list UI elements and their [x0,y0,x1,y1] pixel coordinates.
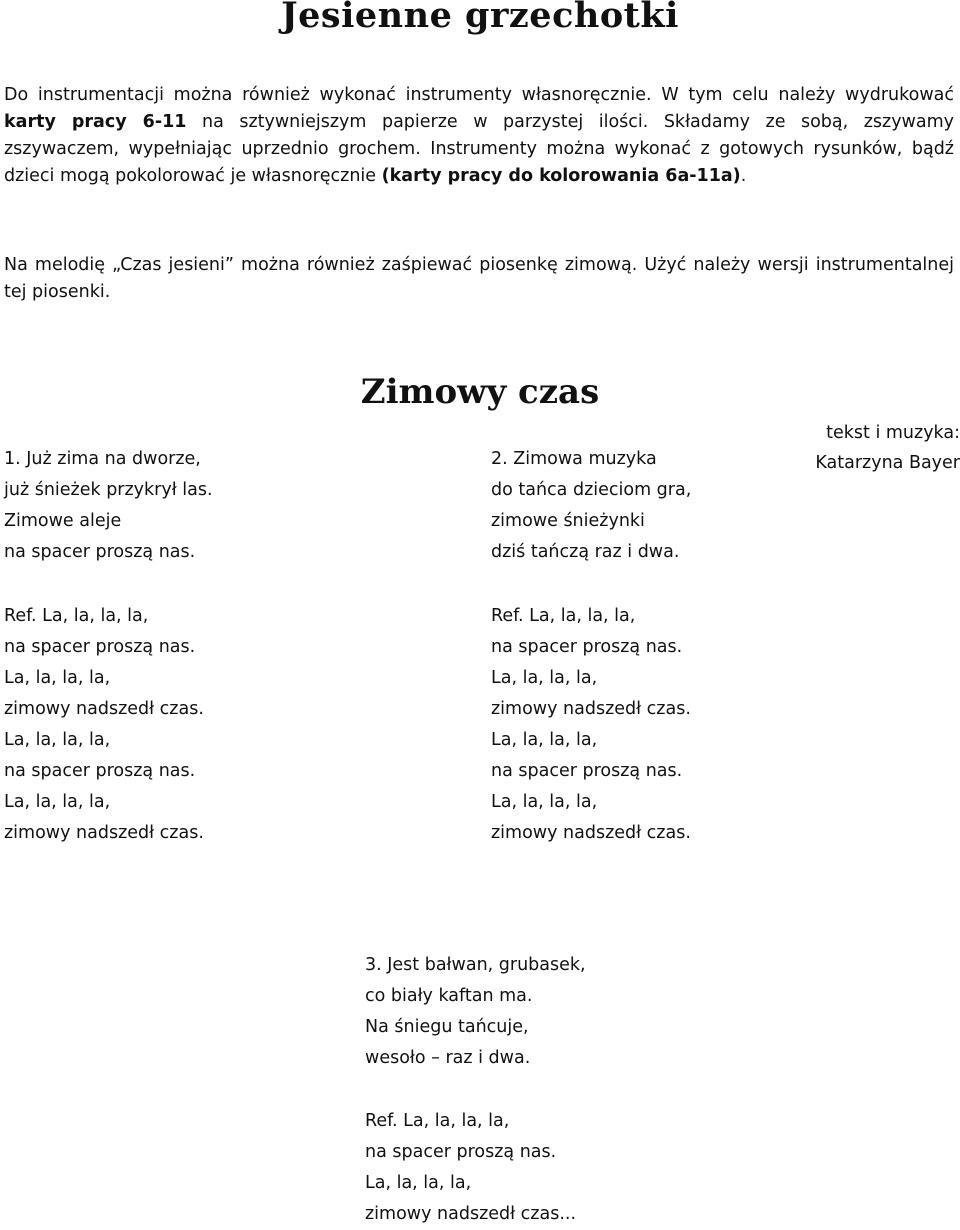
lyric-line: zimowe śnieżynki [491,511,645,531]
lyric-line: La, la, la, la, [491,668,598,688]
lyric-line: La, la, la, la, [365,1173,472,1193]
lyric-line: zimowy nadszedł czas. [491,699,691,719]
lyric-line: na spacer proszą nas. [365,1142,557,1162]
intro-bold-worksheets: karty pracy 6-11 [4,112,187,132]
lyric-line: na spacer proszą nas. [491,761,683,781]
lyric-line: dziś tańczą raz i dwa. [491,542,680,562]
refrain-1 [4,601,204,849]
lyric-line: już śnieżek przykrył las. [4,480,213,500]
verse-3 [365,950,586,1074]
intro-paragraph [4,82,954,190]
lyric-line: zimowy nadszedł czas. [491,823,691,843]
verse-2 [491,444,691,568]
credit-author: Katarzyna Bayer [815,453,960,473]
intro-text-end: . [740,166,747,186]
song-credit [780,418,960,478]
lyric-line: Ref. La, la, la, la, [365,1111,510,1131]
lyric-line: La, la, la, la, [491,792,598,812]
lyric-line: 2. Zimowa muzyka [491,449,657,469]
verse-1 [4,444,213,568]
lyric-line: La, la, la, la, [4,730,111,750]
lyric-line: La, la, la, la, [4,792,111,812]
melody-note: Na melodię „Czas jesieni” można również zaśpiewać piosenkę zimową. Użyć należy wersji instrumentalnej tej piosenki. [4,255,954,302]
lyric-line: wesoło – raz i dwa. [365,1048,531,1068]
lyric-line: na spacer proszą nas. [4,637,196,657]
lyric-line: Na śniegu tańcuje, [365,1017,529,1037]
lyric-line: na spacer proszą nas. [4,761,196,781]
lyric-line: zimowy nadszedł czas. [4,823,204,843]
lyric-line: zimowy nadszedł czas... [365,1204,577,1224]
lyric-line: 3. Jest bałwan, grubasek, [365,955,586,975]
lyric-line: La, la, la, la, [4,668,111,688]
refrain-2 [491,601,691,849]
page-title: Jesienne grzechotki [281,0,679,36]
lyric-line: na spacer proszą nas. [4,542,196,562]
song-title: Zimowy czas [360,372,600,412]
refrain-3 [365,1106,576,1230]
lyric-line: Zimowe aleje [4,511,122,531]
intro-bold-coloring-worksheets: (karty pracy do kolorowania 6a-11a) [381,166,741,186]
intro-text-2: na sztywniejszym papierze w parzystej ilości. Składamy ze sobą, zszywamy zszywaczem, wypełniając uprzednio grochem. Instrumenty można wykonać z gotowych rysunków, bądź dzieci mogą pokolorować je własnoręcznie [4,112,955,186]
lyric-line: Ref. La, la, la, la, [4,606,149,626]
lyric-line: Ref. La, la, la, la, [491,606,636,626]
intro-text-1: Do instrumentacji można również wykonać instrumenty własnoręcznie. W tym celu należy wydrukować [4,85,954,105]
lyric-line: La, la, la, la, [491,730,598,750]
lyric-line: 1. Już zima na dworze, [4,449,201,469]
lyric-line: co biały kaftan ma. [365,986,533,1006]
lyric-line: na spacer proszą nas. [491,637,683,657]
lyric-line: zimowy nadszedł czas. [4,699,204,719]
credit-label: tekst i muzyka: [826,423,960,443]
lyric-line: do tańca dzieciom gra, [491,480,692,500]
